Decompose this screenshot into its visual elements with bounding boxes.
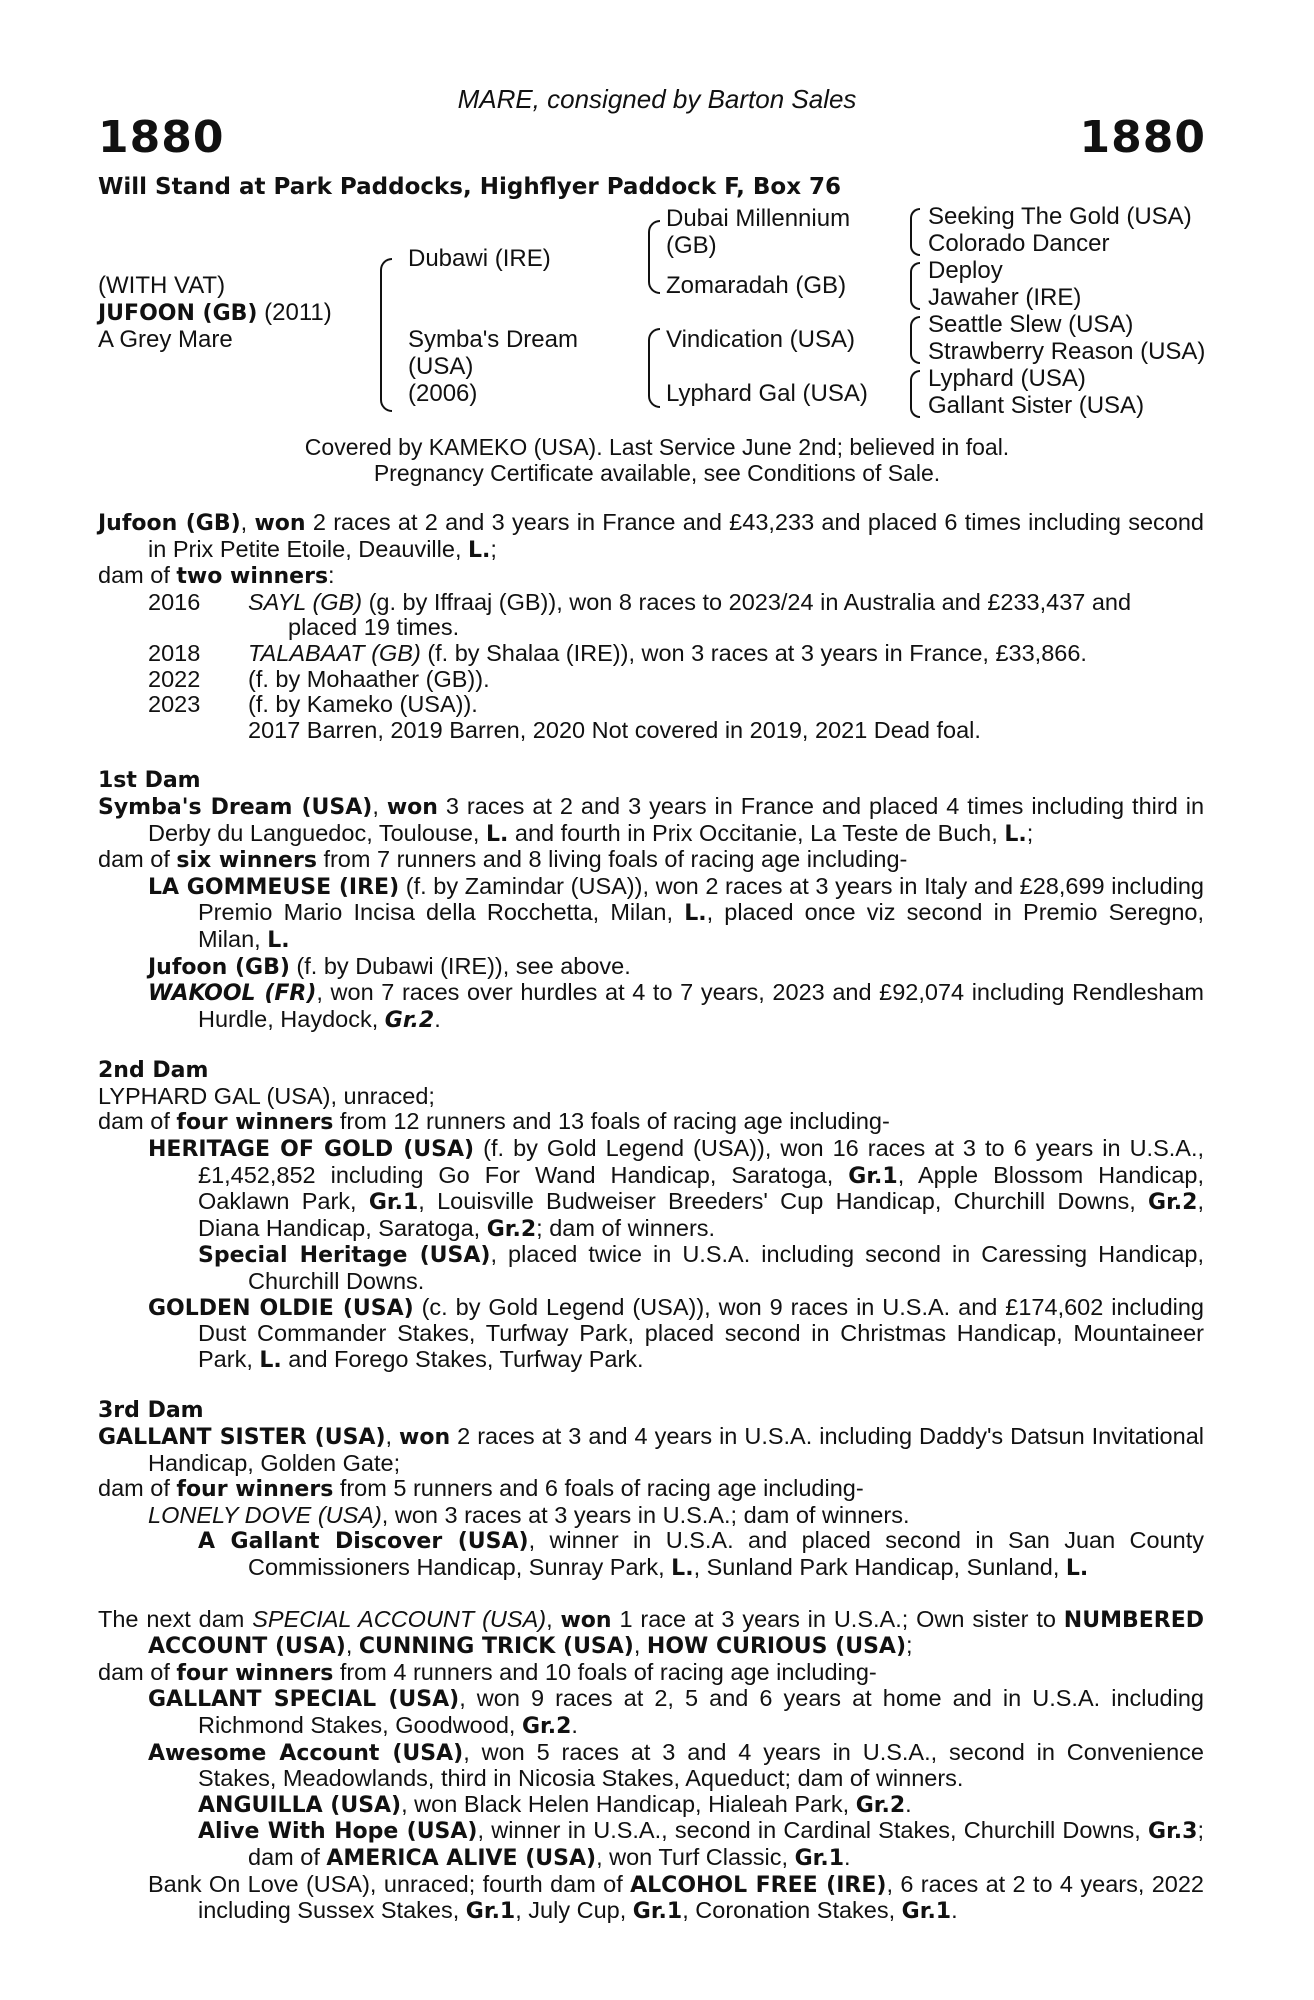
- mare-record: Jufoon (GB), won 2 races at 2 and 3 years in France and £43,233 and placed 6 times including second in Prix Petite Etoile, Deauville, L.;: [98, 509, 1204, 563]
- lot-number-right: 1880: [1079, 112, 1206, 163]
- covering-note: [0, 434, 1314, 486]
- mare-name: Jufoon (GB): [98, 511, 241, 536]
- brace-generation-1: [380, 258, 392, 412]
- granddam-2: Jawaher (IRE): [928, 284, 1082, 311]
- second-dam-record: LYPHARD GAL (USA), unraced;: [98, 1082, 435, 1109]
- sire: Dubawi (IRE): [408, 245, 551, 272]
- covering-line-1: Covered by KAMEKO (USA). Last Service June 2nd; believed in foal.: [304, 434, 1010, 460]
- brace-dam-side: [648, 328, 660, 408]
- granddam-1: Colorado Dancer: [928, 230, 1110, 257]
- stabling-location: Will Stand at Park Paddocks, Highflyer Paddock F, Box 76: [98, 174, 842, 200]
- covering-line-2: Pregnancy Certificate available, see Conditions of Sale.: [373, 460, 941, 486]
- progeny-entry: HERITAGE OF GOLD (USA) (f. by Gold Legend (USA)), won 16 races at 3 to 6 years in U.S.A., £1,452,852 including Go For Wand Handicap, Saratoga, Gr.1, Apple Blossom Handicap, Oaklawn Park, Gr.1, Louisville Budweiser Breeders' Cup Handicap, Churchill Downs, Gr.2, Diana Handicap, Saratoga, Gr.2; dam of winners.: [148, 1135, 1205, 1242]
- brace-g2: [910, 262, 920, 310]
- first-dam-of: dam of six winners from 7 runners and 8 living foals of racing age including-: [98, 846, 908, 874]
- progeny-entry: Jufoon (GB) (f. by Dubawi (IRE)), see above.: [148, 952, 631, 980]
- brace-g3: [910, 316, 920, 364]
- sire-sire-line-1: Dubai Millennium: [666, 205, 851, 232]
- progeny-entry: Awesome Account (USA), won 5 races at 3 and 4 years in U.S.A., second in Convenience Stakes, Meadowlands, third in Nicosia Stakes, Aqueduct; dam of winners.: [148, 1738, 1204, 1792]
- dam-line-1: Symba's Dream: [408, 326, 578, 353]
- lot-number-left: 1880: [98, 112, 225, 163]
- produce-row: 2016 SAYL (GB) (g. by Iffraaj (GB)), won 8 races to 2023/24 in Australia and £233,437 and placed 19 times.: [148, 588, 1132, 641]
- progeny-entry: Special Heritage (USA), placed twice in U.S.A. including second in Caressing Handicap, Churchill Downs.: [198, 1241, 1204, 1295]
- brace-g1: [910, 208, 920, 256]
- grandsire-2: Deploy: [928, 257, 1003, 284]
- progeny-entry: A Gallant Discover (USA), winner in U.S.A. and placed second in San Juan County Commissioners Handicap, Sunray Park, L., Sunland Park Handicap, Sunland, L.: [198, 1527, 1204, 1581]
- second-dam-heading: 2nd Dam: [98, 1058, 209, 1084]
- next-dam-of: dam of four winners from 4 runners and 10 foals of racing age including-: [98, 1658, 877, 1686]
- sire-dam: Zomaradah (GB): [666, 272, 847, 299]
- dam-sire: Vindication (USA): [666, 326, 855, 353]
- produce-row: 2023 (f. by Kameko (USA)).: [148, 691, 478, 718]
- won-label: won: [254, 511, 306, 536]
- third-dam-heading: 3rd Dam: [98, 1398, 204, 1424]
- consignor-line: MARE, consigned by Barton Sales: [457, 84, 857, 114]
- catalogue-body: [98, 510, 1204, 1925]
- grandsire-1: Seeking The Gold (USA): [928, 203, 1192, 230]
- third-dam-record: GALLANT SISTER (USA), won 2 races at 3 and 4 years in U.S.A. including Daddy's Datsun Invitational Handicap, Golden Gate;: [98, 1423, 1204, 1476]
- grandsire-4: Lyphard (USA): [928, 365, 1086, 392]
- mare-dam-of: dam of two winners:: [98, 562, 335, 590]
- produce-note: 2017 Barren, 2019 Barren, 2020 Not covered in 2019, 2021 Dead foal.: [248, 716, 981, 743]
- horse-description: A Grey Mare: [98, 326, 233, 353]
- produce-row: 2018 TALABAAT (GB) (f. by Shalaa (IRE)), won 3 races at 3 years in France, £33,866.: [148, 639, 1087, 666]
- progeny-entry: Bank On Love (USA), unraced; fourth dam of ALCOHOL FREE (IRE), 6 races at 2 to 4 years, 2022 including Sussex Stakes, Gr.1, July Cup, Gr.1, Coronation Stakes, Gr.1.: [148, 1870, 1205, 1925]
- dam-line-3: (2006): [408, 380, 478, 407]
- next-dam-record: The next dam SPECIAL ACCOUNT (USA), won 1 race at 3 years in U.S.A.; Own sister to NUMBERED ACCOUNT (USA), CUNNING TRICK (USA), HOW CURIOUS (USA);: [98, 1605, 1204, 1660]
- second-dam-of: dam of four winners from 12 runners and 13 foals of racing age including-: [98, 1108, 890, 1136]
- dam-line-2: (USA): [408, 353, 474, 380]
- vat-note: (WITH VAT): [98, 272, 226, 299]
- progeny-entry: GALLANT SPECIAL (USA), won 9 races at 2, 5 and 6 years at home and in U.S.A. including Richmond Stakes, Goodwood, Gr.2.: [148, 1685, 1204, 1739]
- progeny-entry: Alive With Hope (USA), winner in U.S.A., second in Cardinal Stakes, Churchill Downs, Gr.3; dam of AMERICA ALIVE (USA), won Turf Classic, Gr.1.: [198, 1817, 1204, 1871]
- granddam-3: Strawberry Reason (USA): [928, 338, 1206, 365]
- progeny-entry: WAKOOL (FR), won 7 races over hurdles at 4 to 7 years, 2023 and £92,074 including Rendlesham Hurdle, Haydock, Gr.2.: [148, 979, 1205, 1033]
- produce-row: 2022 (f. by Mohaather (GB)).: [148, 665, 490, 692]
- grandsire-3: Seattle Slew (USA): [928, 311, 1134, 338]
- horse-year: (2011): [264, 299, 332, 326]
- progeny-entry: LONELY DOVE (USA), won 3 races at 3 years in U.S.A.; dam of winners.: [148, 1501, 910, 1528]
- brace-g4: [910, 370, 920, 418]
- granddam-4: Gallant Sister (USA): [928, 392, 1145, 419]
- brace-sire-side: [648, 220, 660, 294]
- progeny-entry: GOLDEN OLDIE (USA) (c. by Gold Legend (USA)), won 9 races in U.S.A. and £174,602 including Dust Commander Stakes, Turfway Park, placed second in Christmas Handicap, Mountaineer Park, L. and Forego Stakes, Turfway Park.: [148, 1293, 1205, 1373]
- progeny-entry: ANGUILLA (USA), won Black Helen Handicap, Hialeah Park, Gr.2.: [198, 1790, 912, 1818]
- horse-name-line: [98, 300, 332, 327]
- third-dam-of: dam of four winners from 5 runners and 6 foals of racing age including-: [98, 1475, 864, 1503]
- dam-dam: Lyphard Gal (USA): [666, 380, 868, 407]
- first-dam-record: Symba's Dream (USA), won 3 races at 2 and 3 years in France and placed 4 times including third in Derby du Languedoc, Toulouse, L. and fourth in Prix Occitanie, La Teste de Buch, L.;: [98, 792, 1205, 847]
- progeny-entry: LA GOMMEUSE (IRE) (f. by Zamindar (USA)), won 2 races at 3 years in Italy and £28,699 including Premio Mario Incisa della Rocchetta, Milan, L., placed once viz second in Premio Seregno, Milan, L.: [148, 872, 1205, 953]
- first-dam-heading: 1st Dam: [98, 768, 201, 794]
- sire-sire-line-2: (GB): [666, 232, 717, 259]
- horse-name: JUFOON (GB): [98, 301, 258, 326]
